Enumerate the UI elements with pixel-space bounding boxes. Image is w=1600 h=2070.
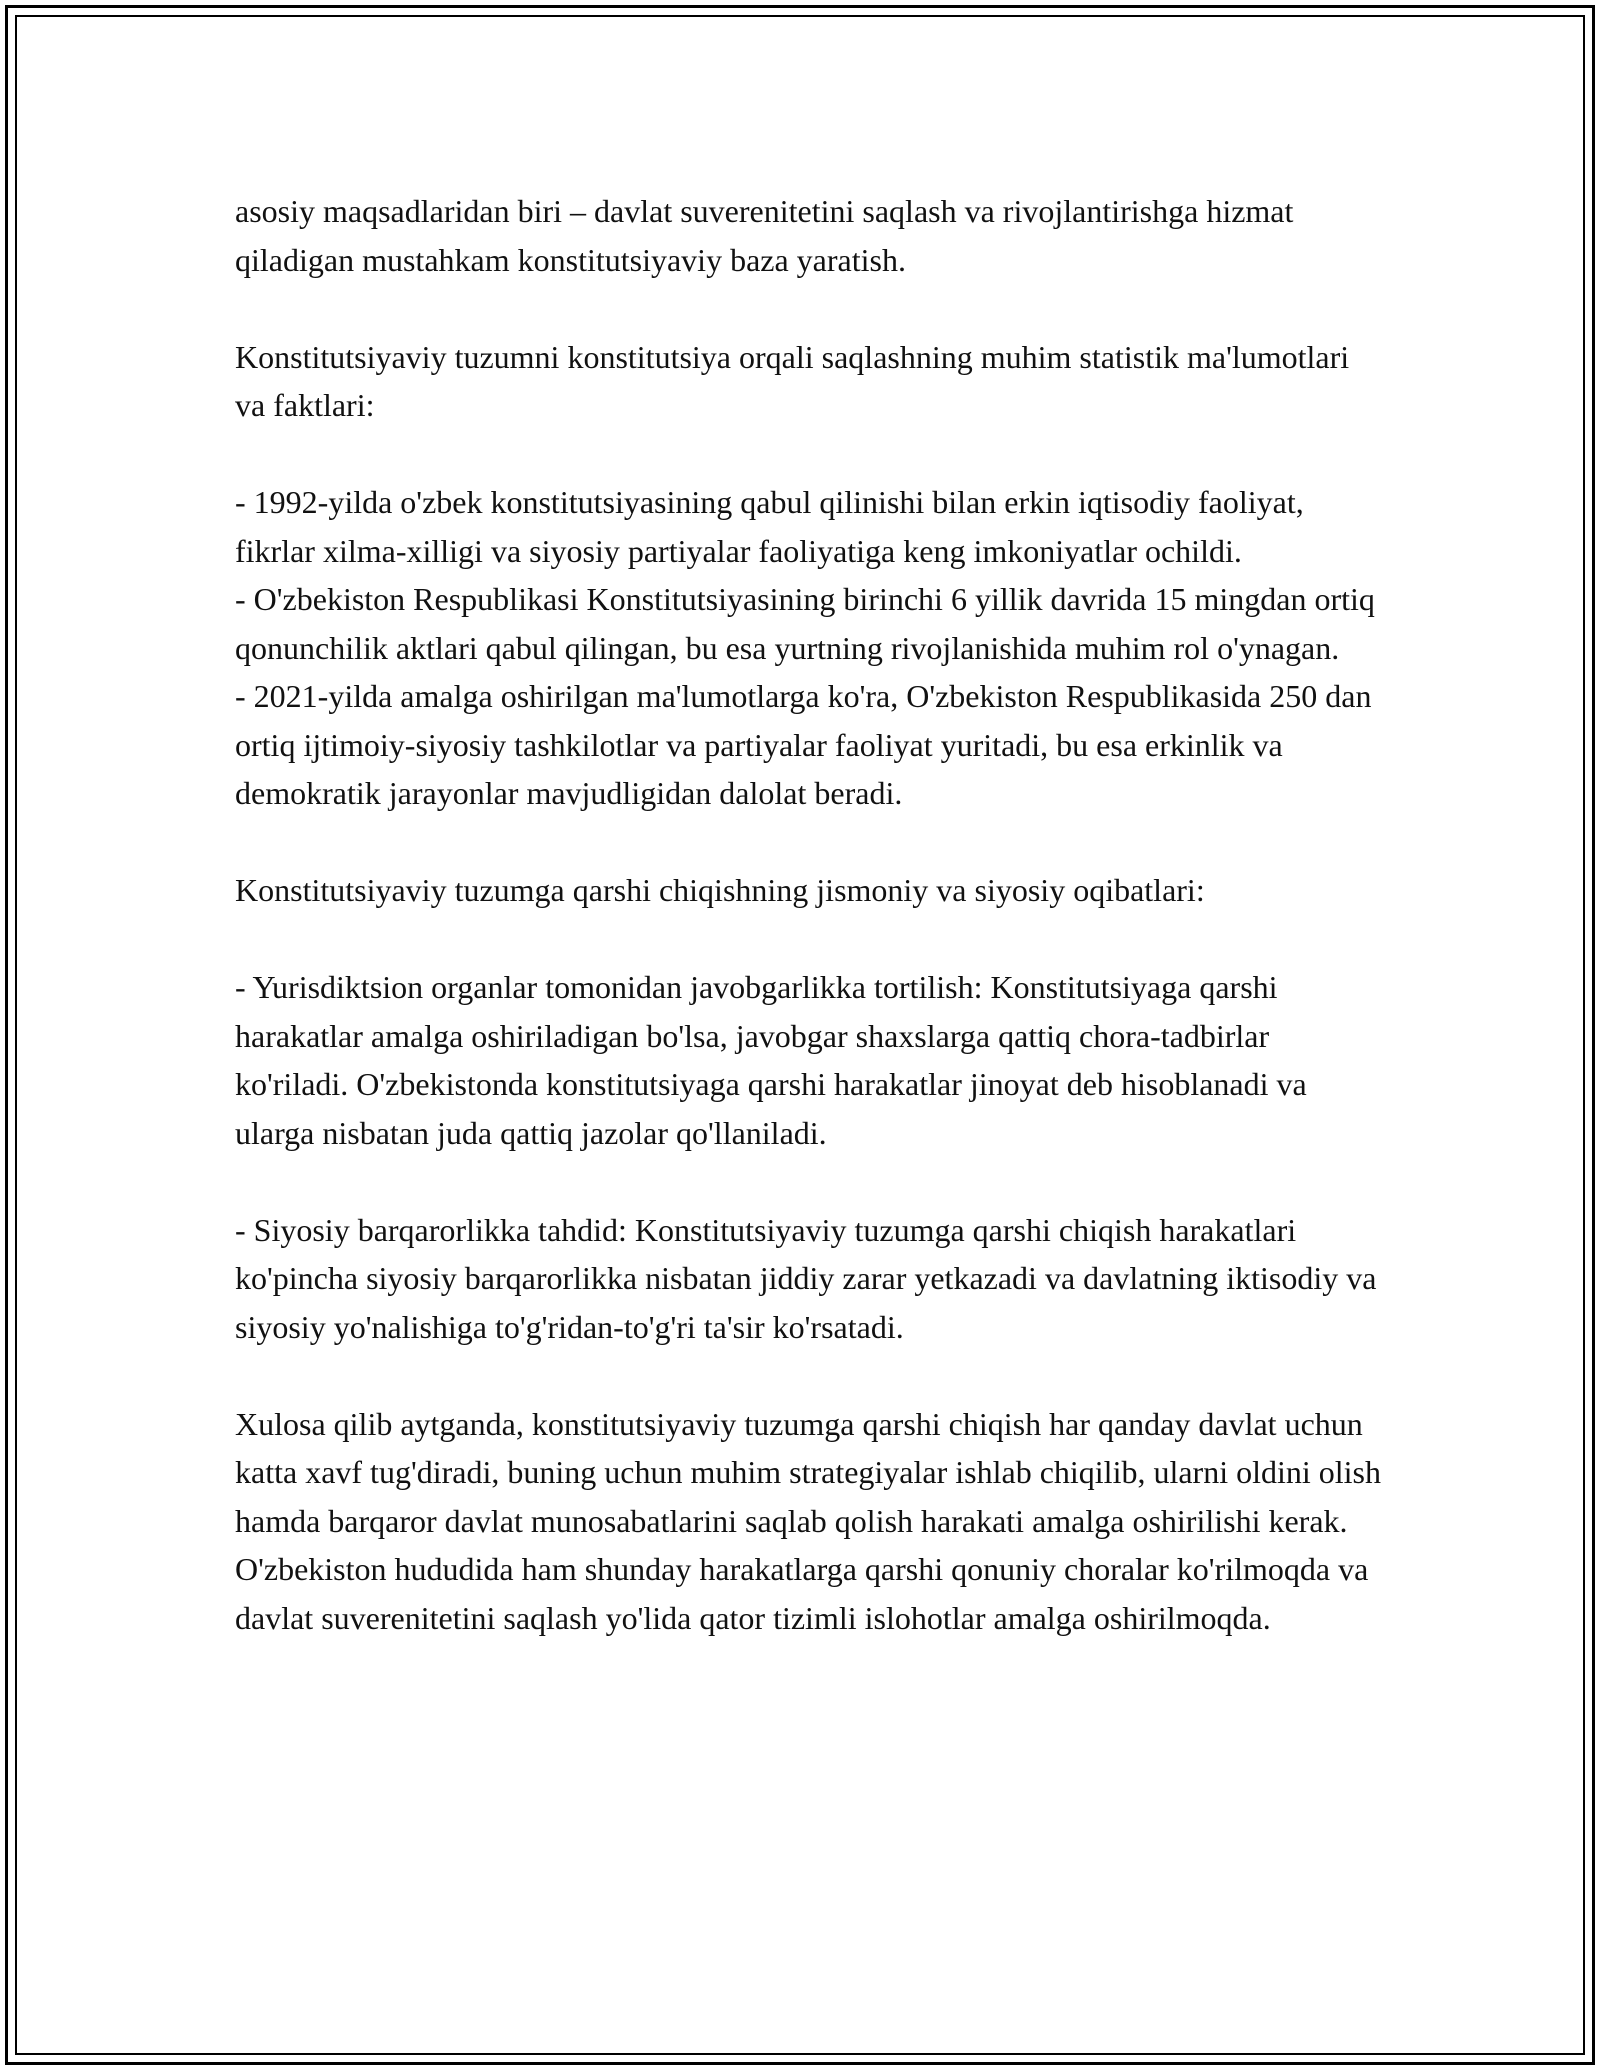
consequence-paragraph-2: - Siyosiy barqarorlikka tahdid: Konstitutsiyaviy tuzumga qarshi chiqish harakatlari ko'pincha siyosiy barqarorlikka nisbatan jiddiy zarar yetkazadi va davlatning iktisodiy va siyosiy yo'nalishiga to'g'ridan-to'g'ri ta'sir ko'rsatadi.: [235, 1211, 1377, 1345]
list-item: - O'zbekiston Respublikasi Konstitutsiyasining birinchi 6 yillik davrida 15 mingdan ortiq qonunchilik aktlari qabul qilingan, bu esa yurtning rivojlanishida muhim rol o'ynagan.: [235, 581, 1375, 666]
facts-heading: Konstitutsiyaviy tuzumni konstitutsiya orqali saqlashning muhim statistik ma'lumotlari va faktlari:: [235, 338, 1350, 423]
list-item: - 1992-yilda o'zbek konstitutsiyasining qabul qilinishi bilan erkin iqtisodiy faoliyat, fikrlar xilma-xilligi va siyosiy partiyalar faoliyatiga keng imkoniyatlar ochildi.: [235, 484, 1304, 569]
conclusion-paragraph: Xulosa qilib aytganda, konstitutsiyaviy tuzumga qarshi chiqish har qanday davlat uchun katta xavf tug'diradi, buning uchun muhim strategiyalar ishlab chiqilib, ularni oldini olish hamda barqaror davlat munosabatlarini saqlab qolish harakati amalga oshirilishi kerak. O'zbekiston hududida ham shunday harakatlarga qarshi qonuniy choralar ko'rilmoqda va davlat suverenitetini saqlash yo'lida qator tizimli islohotlar amalga oshirilmoqda.: [235, 1405, 1381, 1636]
intro-paragraph: asosiy maqsadlaridan biri – davlat suverenitetini saqlash va rivojlantirishga hizmat qiladigan mustahkam konstitutsiyaviy baza yaratish.: [235, 193, 1294, 278]
list-item: - 2021-yilda amalga oshirilgan ma'lumotlarga ko'ra, O'zbekiston Respublikasida 250 dan ortiq ijtimoiy-siyosiy tashkilotlar va partiyalar faoliyat yuritadi, bu esa erkinlik va demokratik jarayonlar mavjudligidan dalolat beradi.: [235, 678, 1372, 811]
consequences-heading: Konstitutsiyaviy tuzumga qarshi chiqishning jismoniy va siyosiy oqibatlari:: [235, 872, 1205, 908]
facts-list: [235, 478, 1385, 818]
document-body: [235, 187, 1385, 1691]
consequence-paragraph-1: - Yurisdiktsion organlar tomonidan javobgarlikka tortilish: Konstitutsiyaga qarshi harakatlar amalga oshiriladigan bo'lsa, javobgar shaxslarga qattiq chora-tadbirlar ko'riladi. O'zbekistonda konstitutsiyaga qarshi harakatlar jinoyat deb hisoblanadi va ularga nisbatan juda qattiq jazolar qo'llaniladi.: [235, 969, 1307, 1151]
